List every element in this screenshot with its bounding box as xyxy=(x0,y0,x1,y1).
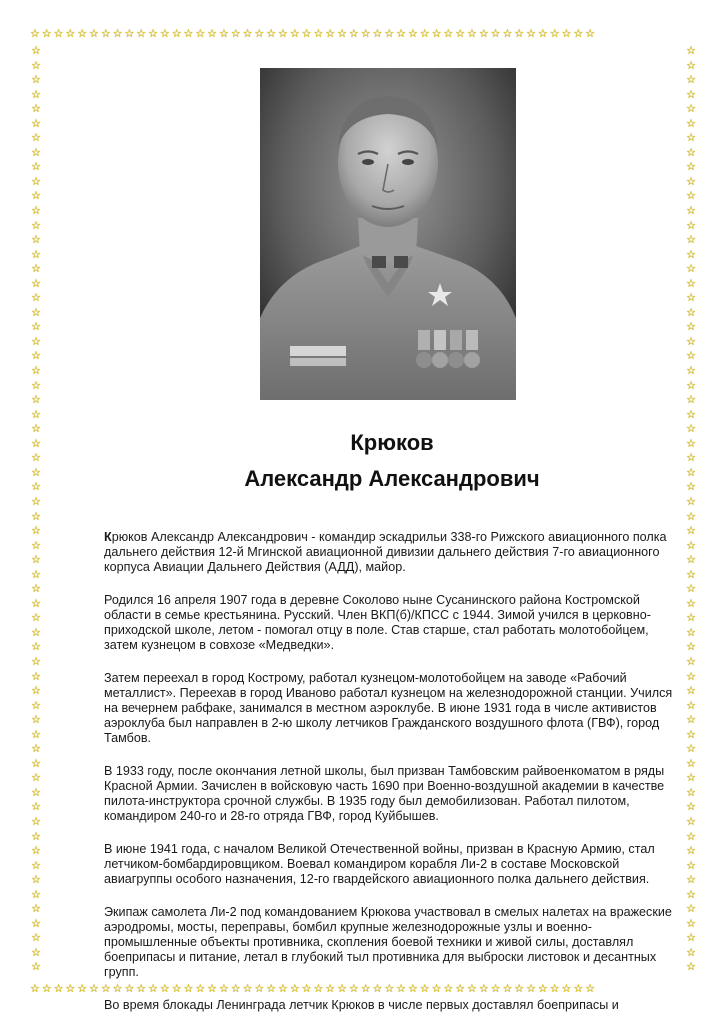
star-border-left: ☆ ☆ ☆ ☆ ☆ ☆ ☆ ☆ ☆ ☆ ☆ ☆ ☆ ☆ ☆ ☆ ☆ ☆ ☆ ☆ ☆ ☆ ☆ ☆ ☆ ☆ ☆ ☆ ☆ ☆ ☆ ☆ ☆ ☆ ☆ ☆ ☆ ☆ ☆ ☆ ☆ ☆ ☆ ☆ ☆ ☆ ☆ ☆ ☆ ☆ ☆ ☆ ☆ ☆ ☆ ☆ ☆ ☆ ☆ ☆ ☆ ☆ ☆ ☆ xyxy=(31,44,41,974)
paragraph: Затем переехал в город Кострому, работал кузнецом-молотобойцем на заводе «Рабочий металлист». Переехав в город Иваново работал кузнецом на железнодорожной станции. Учился на вечернем рабфаке, занимался в местном аэроклубе. В июне 1931 года в числе активистов аэроклуба был направлен в 2-ю школу летчиков Гражданского воздушного флота (ГВФ), город Тамбов. xyxy=(104,671,673,745)
paragraph: Крюков Александр Александрович - командир эскадрильи 338-го Рижского авиационного полка дальнего действия 12-й Мгинской авиационной дивизии дальнего действия 7-го авиационного корпуса Авиации Дальнего Действия (АДД), майор. xyxy=(104,530,667,574)
paragraph: В 1933 году, после окончания летной школы, был призван Тамбовским райвоенкоматом в ряды Красной Армии. Зачислен в войсковую часть 1690 при Военно-воздушной академии в качестве пилота-инструктора срочной службы. В 1935 году был демобилизован. Работал пилотом, командиром 240-го и 28-го отряда ГВФ, город Куйбышев. xyxy=(104,764,665,823)
star-border-bottom: ☆☆☆☆☆☆☆☆☆☆☆☆☆☆☆☆☆☆☆☆☆☆☆☆☆☆☆☆☆☆☆☆☆☆☆☆☆☆☆☆☆☆☆☆☆☆☆☆ xyxy=(30,983,597,995)
star-border-top: ☆☆☆☆☆☆☆☆☆☆☆☆☆☆☆☆☆☆☆☆☆☆☆☆☆☆☆☆☆☆☆☆☆☆☆☆☆☆☆☆☆☆☆☆☆☆☆☆ xyxy=(30,28,597,40)
drop-letter: К xyxy=(104,530,112,544)
paragraph: Во время блокады Ленинграда летчик Крюков в числе первых доставлял боеприпасы и xyxy=(104,998,619,1012)
person-given-names: Александр Александрович xyxy=(244,466,540,491)
paragraph: Экипаж самолета Ли-2 под командованием Крюкова участвовал в смелых налетах на вражеские аэродромы, мосты, переправы, бомбил крупные железнодорожные узлы и военно-промышленные объекты противника, скопления боевой техники и живой силы, доставлял боеприпасы и питание, летал в глубокий тыл противника для выброски листовок и десантных групп. xyxy=(104,905,672,979)
star-border-right: ☆ ☆ ☆ ☆ ☆ ☆ ☆ ☆ ☆ ☆ ☆ ☆ ☆ ☆ ☆ ☆ ☆ ☆ ☆ ☆ ☆ ☆ ☆ ☆ ☆ ☆ ☆ ☆ ☆ ☆ ☆ ☆ ☆ ☆ ☆ ☆ ☆ ☆ ☆ ☆ ☆ ☆ ☆ ☆ ☆ ☆ ☆ ☆ ☆ ☆ ☆ ☆ ☆ ☆ ☆ ☆ ☆ ☆ ☆ ☆ ☆ ☆ ☆ ☆ xyxy=(686,44,696,974)
paragraph: Родился 16 апреля 1907 года в деревне Соколово ныне Сусанинского района Костромской области в семье крестьянина. Русский. Член ВКП(б)/КПСС с 1944. Зимой учился в церковно-приходской школе, летом - помогал отцу в поле. Став старше, стал работать молотобойцем, затем кузнецом в совхозе «Медведки». xyxy=(104,593,651,652)
portrait-photo xyxy=(260,68,516,400)
person-surname: Крюков xyxy=(350,430,434,455)
portrait-illustration xyxy=(260,68,516,400)
paragraph: В июне 1941 года, с началом Великой Отечественной войны, призван в Красную Армию, стал летчиком-бомбардировщиком. Воевал командиром корабля Ли-2 в составе Московской авиагруппы особого назначения, 12-го гвардейского авиационного полка дальнего действия. xyxy=(104,842,655,886)
biography-text xyxy=(104,530,676,1013)
